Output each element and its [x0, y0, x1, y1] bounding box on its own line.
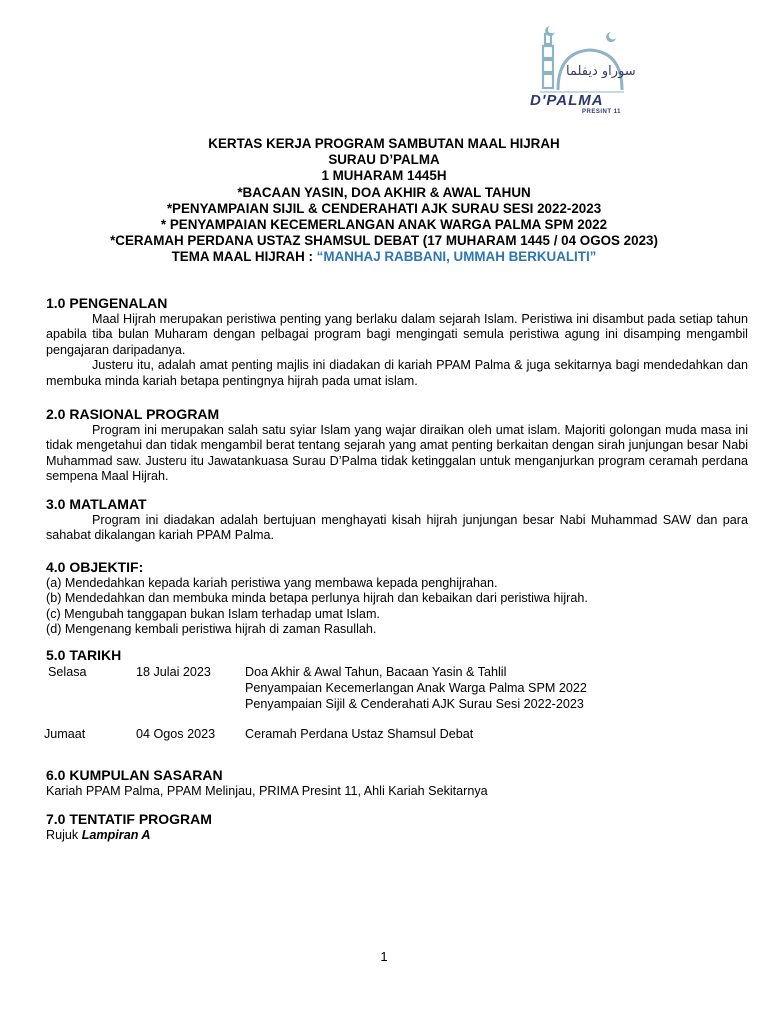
- title-line: * PENYAMPAIAN KECEMERLANGAN ANAK WARGA PALMA SPM 2022: [160, 217, 608, 233]
- section-heading: 7.0 TENTATIF PROGRAM: [46, 811, 212, 827]
- schedule-event: Ceramah Perdana Ustaz Shamsul Debat: [245, 727, 474, 741]
- schedule-event: Penyampaian Sijil & Cenderahati AJK Surau Sesi 2022-2023: [245, 697, 584, 711]
- objective-list: [46, 576, 748, 638]
- schedule-day: Jumaat: [44, 727, 86, 741]
- section-heading: 6.0 KUMPULAN SASARAN: [46, 767, 223, 783]
- section-tentatif: [46, 811, 748, 843]
- list-item: (c) Mengubah tanggapan bukan Islam terhadap umat Islam.: [46, 606, 380, 621]
- title-line: *PENYAMPAIAN SIJIL & CENDERAHATI AJK SURAU SESI 2022-2023: [166, 200, 602, 216]
- section-heading: 1.0 PENGENALAN: [46, 295, 168, 311]
- schedule-event: Penyampaian Kecemerlangan Anak Warga Palma SPM 2022: [245, 681, 587, 695]
- section-pengenalan: [46, 295, 748, 389]
- paragraph: Justeru itu, adalah amat penting majlis ini diadakan di kariah PPAM Palma & juga sekitarnya bagi mendedahkan dan membuka minda kariah betapa pentingnya hijrah pada umat islam.: [46, 358, 748, 388]
- schedule-date: 04 Ogos 2023: [136, 727, 216, 741]
- schedule-event: Doa Akhir & Awal Tahun, Bacaan Yasin & Tahlil: [245, 665, 507, 679]
- logo-script-text: سوراو ديفلما: [566, 64, 636, 79]
- schedule-date: 18 Julai 2023: [136, 665, 211, 679]
- section-heading: 4.0 OBJEKTIF:: [46, 559, 144, 575]
- section-heading: 5.0 TARIKH: [46, 647, 122, 663]
- section-matlamat: [46, 496, 748, 544]
- reference-prefix: Rujuk: [46, 828, 82, 842]
- section-heading: 2.0 RASIONAL PROGRAM: [46, 406, 220, 422]
- document-title-block: [0, 136, 768, 266]
- paragraph: Kariah PPAM Palma, PPAM Melinjau, PRIMA Presint 11, Ahli Kariah Sekitarnya: [46, 784, 488, 798]
- title-line: *BACAAN YASIN, DOA AKHIR & AWAL TAHUN: [237, 184, 531, 200]
- list-item: (d) Mengenang kembali peristiwa hijrah di zaman Rasullah.: [46, 622, 377, 637]
- paragraph: Program ini merupakan salah satu syiar Islam yang wajar diraikan oleh umat islam. Majoriti golongan muda masa ini tidak mengetahui dan tidak mengambil berat tentang sejarah yang amat penting berkaitan dengan sirah junjungan besar Nabi Muhammad saw. Justeru itu Jawatankuasa Surau D’Palma tidak ketinggalan untuk menganjurkan program ceramah perdana sempena Maal Hijrah.: [46, 423, 748, 484]
- theme-label: TEMA MAAL HIJRAH :: [171, 249, 317, 265]
- logo-subtitle: PRESINT 11: [582, 109, 622, 115]
- paragraph: Maal Hijrah merupakan peristiwa penting yang berlaku dalam sejarah Islam. Peristiwa ini disambut pada setiap tahun apabila tiba bulan Muharam dengan pelbagai program bagi mengingati semula peristiwa agung ini disamping mengambil pengajaran daripadanya.: [46, 312, 748, 357]
- paragraph: Program ini diadakan adalah bertujuan menghayati kisah hijrah junjungan besar Nabi Muhammad SAW dan para sahabat dikalangan kariah PPAM Palma.: [46, 513, 748, 543]
- page-number: 1: [380, 949, 388, 964]
- title-line: SURAU D’PALMA: [328, 152, 440, 168]
- section-objektif: [46, 559, 748, 638]
- reference-link: Lampiran A: [81, 828, 151, 842]
- section-rasional: [46, 406, 748, 485]
- schedule-day: Selasa: [48, 665, 87, 679]
- title-line: *CERAMAH PERDANA USTAZ SHAMSUL DEBAT (17 MUHARAM 1445 / 04 OGOS 2023): [110, 233, 658, 249]
- theme-line: [0, 249, 768, 265]
- section-kumpulan-sasaran: [46, 767, 748, 799]
- list-item: (a) Mendedahkan kepada kariah peristiwa yang membawa kepada penghijrahan.: [46, 576, 498, 590]
- theme-value: “MANHAJ RABBANI, UMMAH BERKUALITI”: [316, 249, 597, 265]
- section-tarikh-heading: [46, 647, 748, 664]
- title-line: 1 MUHARAM 1445H: [321, 168, 447, 184]
- paragraph: [46, 828, 748, 843]
- list-item: (b) Mendedahkan dan membuka minda betapa perlunya hijrah dan kebaikan dari peristiwa hijrah.: [46, 591, 588, 606]
- logo-name: D'PALMA: [530, 92, 604, 109]
- section-heading: 3.0 MATLAMAT: [46, 496, 147, 512]
- title-line: KERTAS KERJA PROGRAM SAMBUTAN MAAL HIJRAH: [208, 136, 560, 151]
